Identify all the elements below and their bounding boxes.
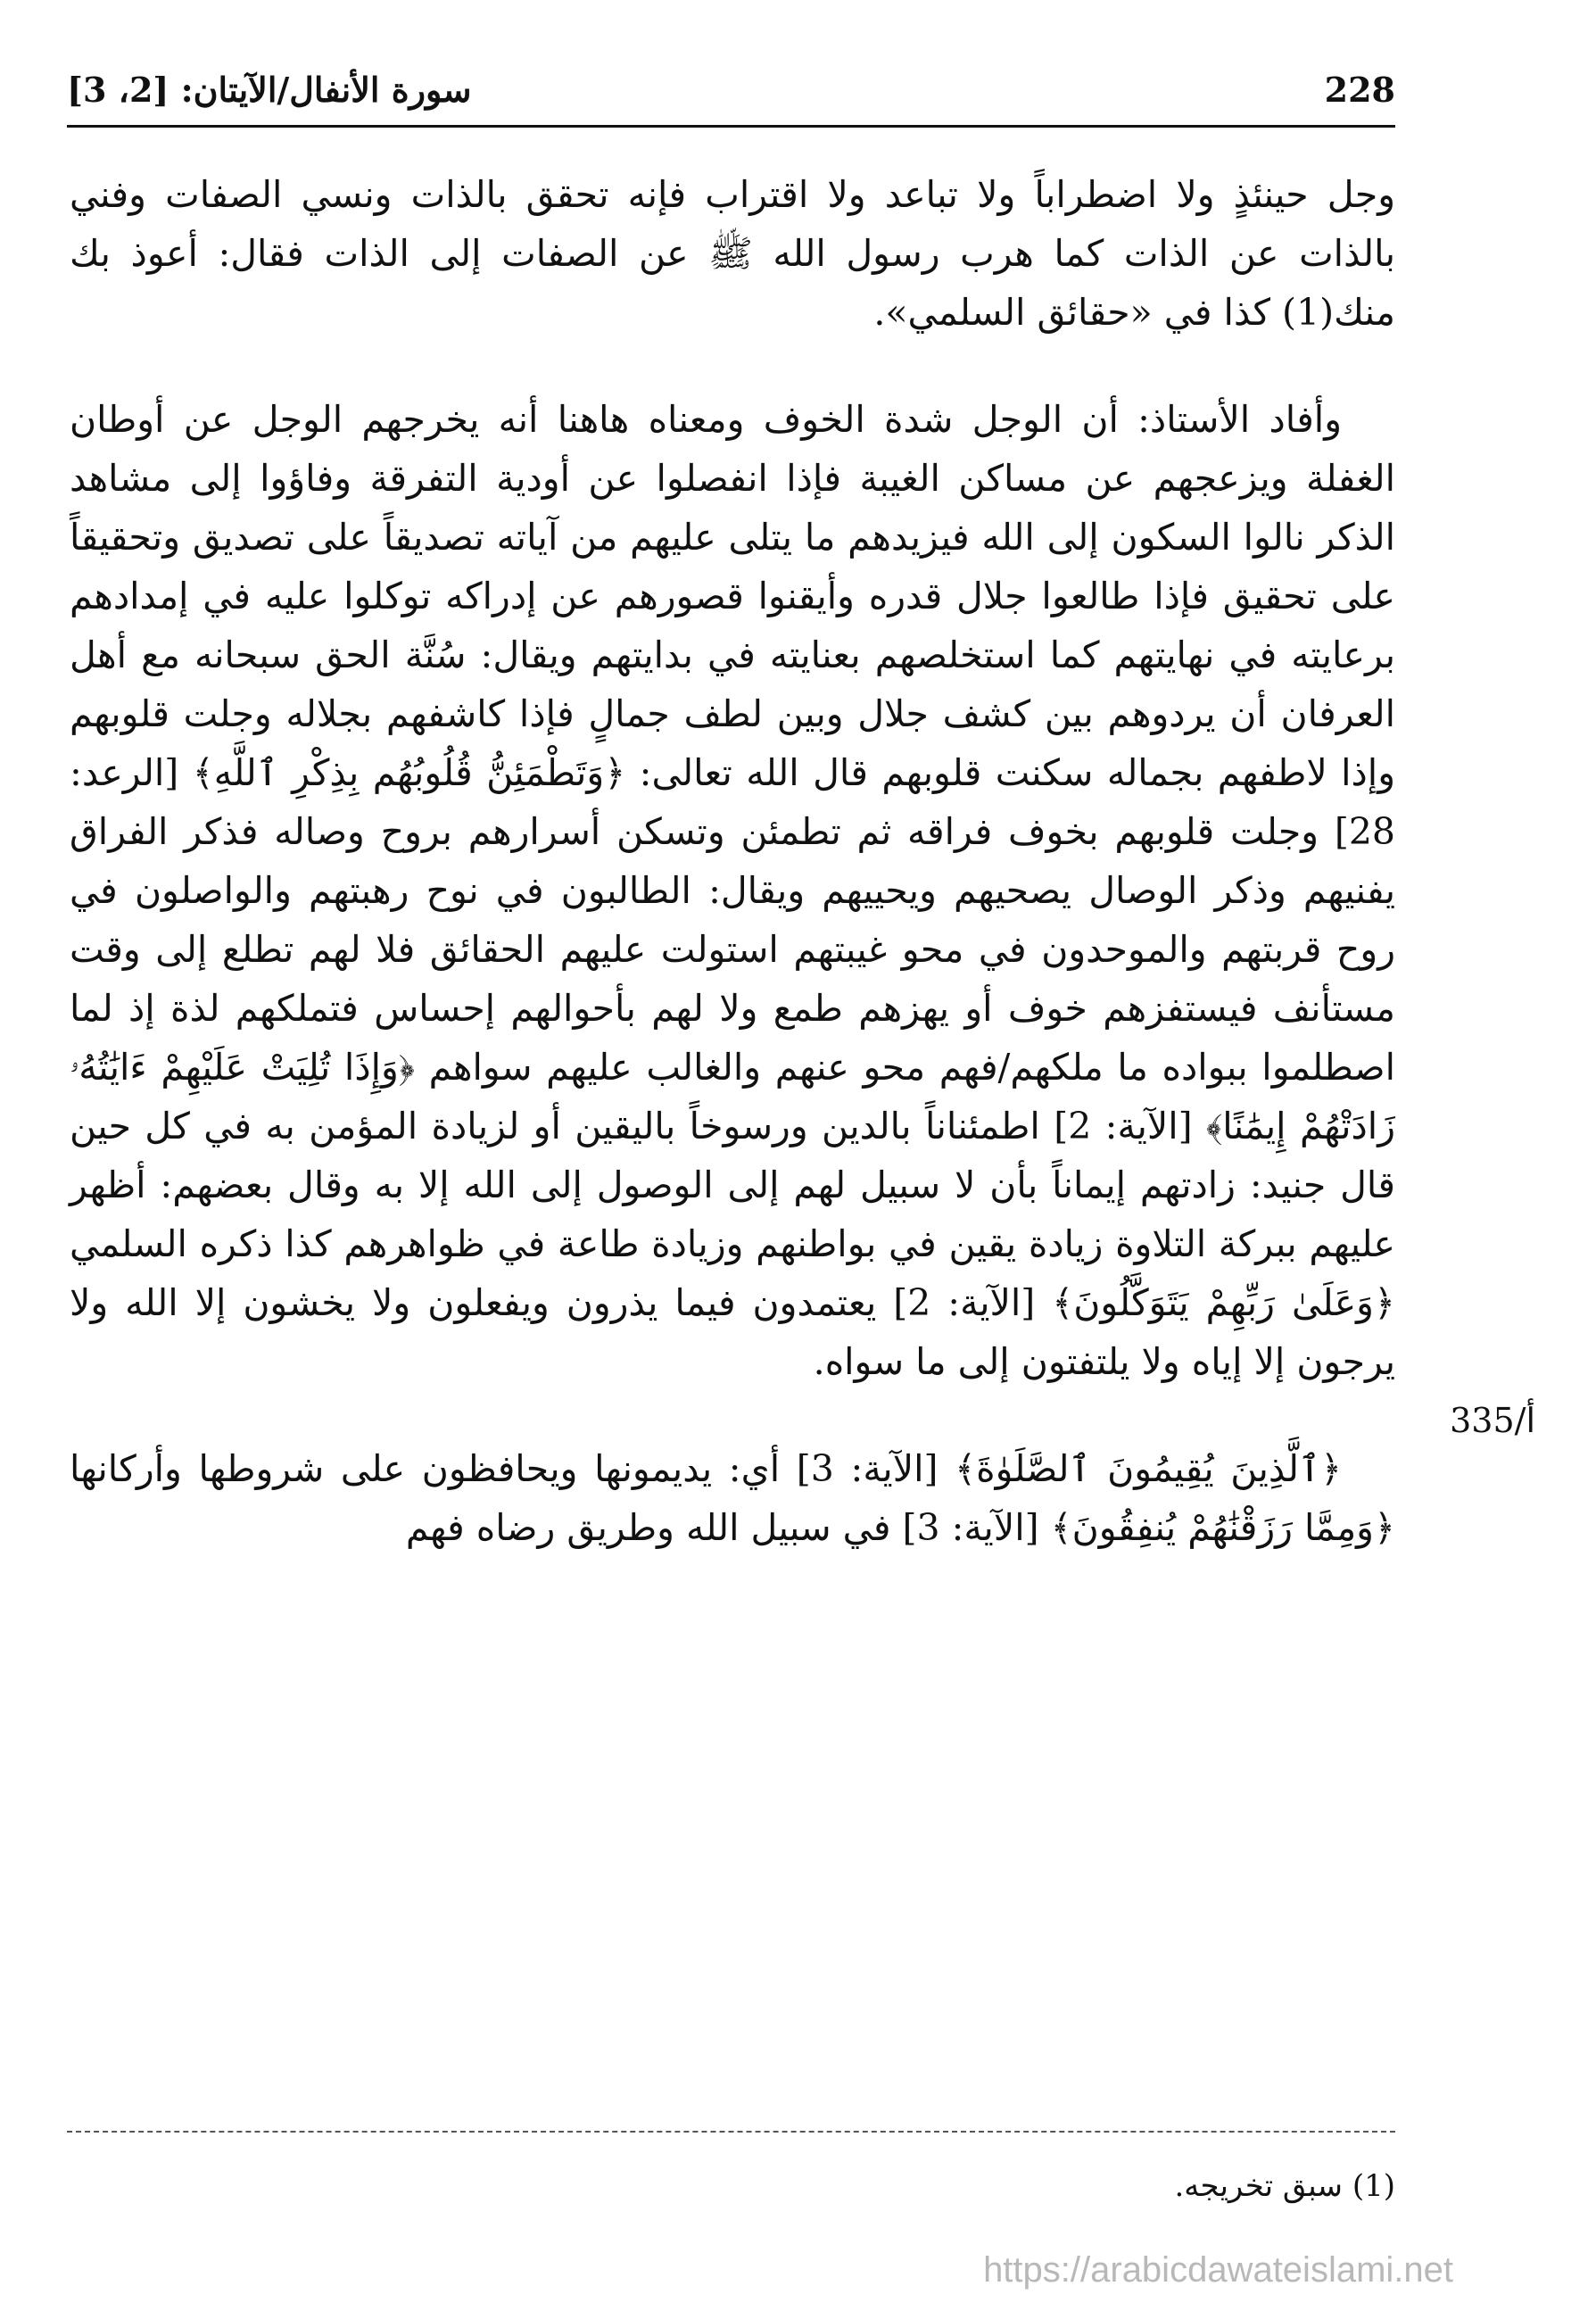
footnote: (1) سبق تخريجه.: [1174, 2168, 1395, 2204]
page-header: [67, 62, 1395, 116]
header-divider: [67, 125, 1395, 128]
watermark-url: https://arabicdawateislami.net: [983, 2250, 1453, 2290]
surah-reference: سورة الأنفال/الآيتان: [2، 3]: [67, 69, 472, 110]
manuscript-folio-note: 335/أ: [1450, 1401, 1535, 1440]
paragraph-2: وأفاد الأستاذ: أن الوجل شدة الخوف ومعناه هاهنا أنه يخرجهم الوجل عن أوطان الغفلة ويزعجهم عن مساكن الغيبة فإذا انفصلوا عن أودية التفرقة وفاؤوا إلى مشاهد الذكر نالوا السكون إلى الله فيزيدهم ما يتلى عليهم من آياته تصديقاً على تصديق وتحقيقاً على تحقيق فإذا طالعوا جلال قدره وأيقنوا قصورهم عن إدراكه توكلوا عليه في إمدادهم برعايته في نهايتهم كما استخلصهم بعنايته في بدايتهم ويقال: سُنَّة الحق سبحانه مع أهل العرفان أن يردوهم بين كشف جلال وبين لطف جمالٍ فإذا كاشفهم بجلاله وجلت قلوبهم وإذا لاطفهم بجماله سكنت قلوبهم قال الله تعالى: ﴿وَتَطْمَئِنُّ قُلُوبُهُم بِذِكْرِ ٱللَّهِ﴾ [الرعد: 28] وجلت قلوبهم بخوف فراقه ثم تطمئن وتسكن أسرارهم بروح وصاله فذكر الفراق يفنيهم وذكر الوصال يصحيهم ويحييهم ويقال: الطالبون في نوح رهبتهم والواصلون في روح قربتهم والموحدون في محو غيبتهم استولت عليهم الحقائق فلا لهم تطلع إلى وقت مستأنف فيستفزهم خوف أو يهزهم طمع ولا لهم بأحوالهم إحساس فتملكهم لذة إذ لما اصطلموا ببواده ما ملكهم/فهم محو عنهم والغالب عليهم سواهم ﴿وَإِذَا تُلِيَتْ عَلَيْهِمْ ءَايَٰتُهُۥ زَادَتْهُمْ إِيمَٰنًا﴾ [الآية: 2] اطمئناناً بالدين ورسوخاً باليقين أو لزيادة المؤمن به في كل حين قال جنيد: زادتهم إيماناً بأن لا سبيل لهم إلى الوصول إلى الله إلا به وقال بعضهم: أظهر عليهم ببركة التلاوة زيادة يقين في بواطنهم وزيادة طاعة في ظواهرهم كذا ذكره السلمي ﴿وَعَلَىٰ رَبِّهِمْ يَتَوَكَّلُونَ﴾ [الآية: 2] يعتمدون فيما يذرون ويفعلون ولا يخشون إلا الله ولا يرجون إلا إياه ولا يلتفتون إلى ما سواه.: [70, 398, 1395, 1383]
footnote-dashed-divider: [67, 2131, 1395, 2133]
paragraph-1: وجل حينئذٍ ولا اضطراباً ولا تباعد ولا اقتراب فإنه تحقق بالذات ونسي الصفات وفني بالذات عن الذات كما هرب رسول الله ﷺ عن الصفات إلى الذات فقال: أعوذ بك منك(1) كذا في «حقائق السلمي».: [70, 173, 1395, 334]
main-text: [70, 165, 1395, 1557]
paragraph-3: ﴿ٱلَّذِينَ يُقِيمُونَ ٱلصَّلَوٰةَ﴾ [الآية: 3] أي: يديمونها ويحافظون على شروطها وأركانها ﴿وَمِمَّا رَزَقْنَٰهُمْ يُنفِقُونَ﴾ [الآية: 3] في سبيل الله وطريق رضاه فهم: [70, 1447, 1395, 1549]
page-number: 228: [1324, 69, 1395, 110]
